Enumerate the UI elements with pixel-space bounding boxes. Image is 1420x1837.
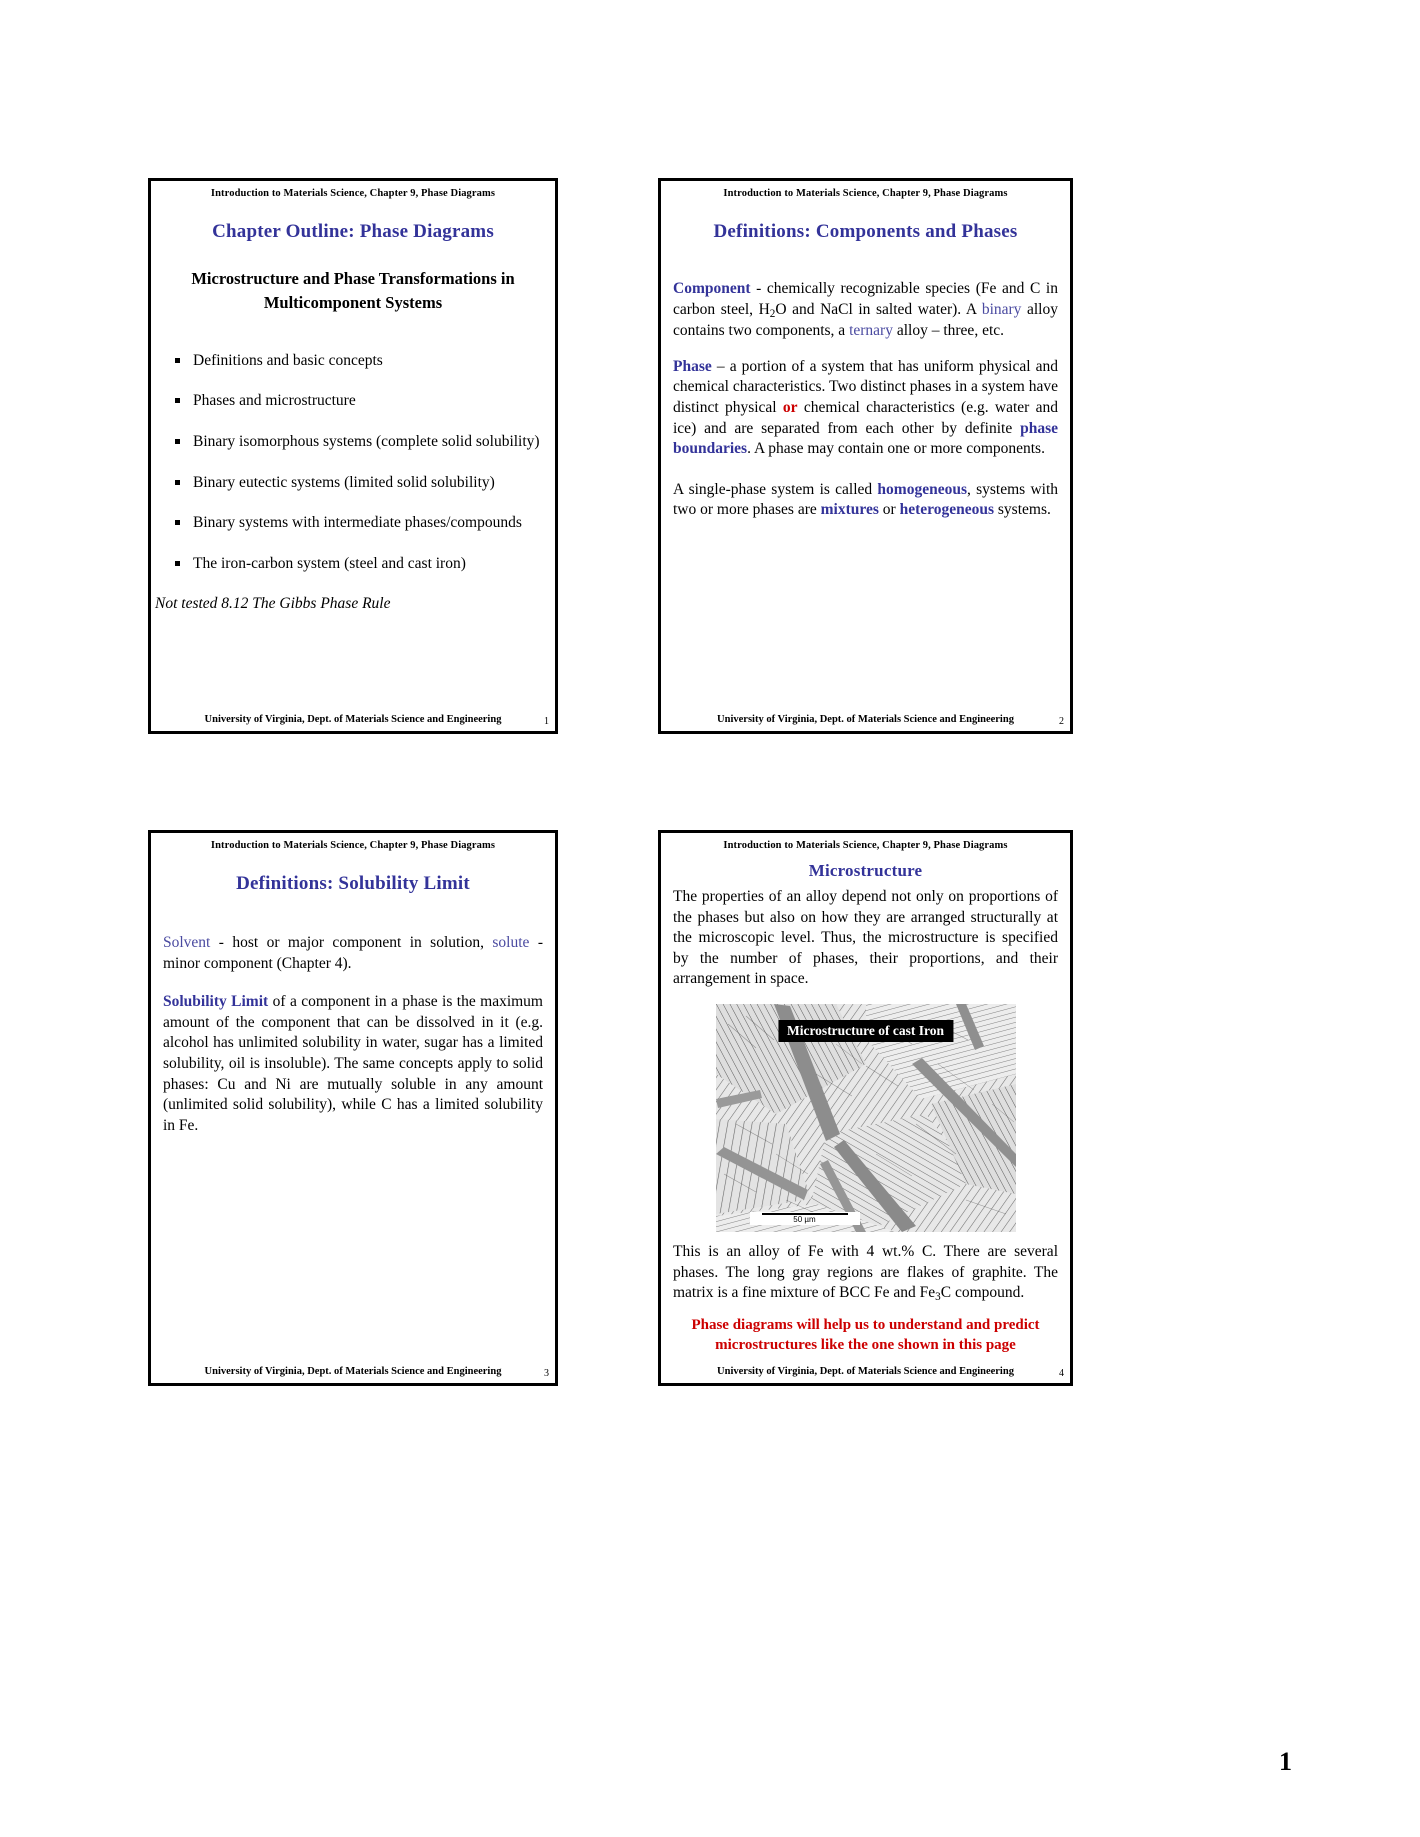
text: chemical characteristics (e.g. water and ice) and are separated from each other by definite — [673, 399, 1058, 437]
paragraph-phase — [673, 357, 1058, 460]
list-item — [173, 554, 555, 574]
slide-4 — [658, 830, 1073, 1386]
outline-bullet-list — [151, 351, 555, 574]
square-bullet-icon — [175, 520, 180, 525]
slide-number: 3 — [544, 1368, 549, 1379]
paragraph-homogeneous — [673, 480, 1058, 521]
slide-header: Introduction to Materials Science, Chapter 9, Phase Diagrams — [723, 840, 1008, 851]
subscript: 2 — [769, 307, 776, 320]
closing-statement — [673, 1315, 1058, 1356]
slide-header: Introduction to Materials Science, Chapter 9, Phase Diagrams — [210, 840, 496, 851]
slide-number: 2 — [1059, 716, 1064, 727]
paragraph-solubility-limit — [163, 992, 543, 1136]
slide-number: 4 — [1059, 1368, 1064, 1379]
keyword-solvent: Solvent — [163, 934, 211, 951]
slide-title: Definitions: Components and Phases — [713, 221, 1018, 242]
text: – a portion of a system that has uniform physical and chemical characteristics. Two distinct phases in a system have distinct physical — [673, 357, 1058, 417]
bullet-label: Binary eutectic systems (limited solid solubility) — [193, 473, 495, 491]
paragraph-alloy-description — [673, 1242, 1058, 1305]
list-item — [173, 391, 555, 411]
text: , systems with two or more phases are — [673, 480, 1058, 519]
slide-2 — [658, 178, 1073, 734]
slide-footer: University of Virginia, Dept. of Materials Science and Engineering — [717, 1366, 1014, 1377]
keyword-homogeneous: homogeneous — [877, 480, 967, 498]
scale-bar-label: 50 µm — [793, 1215, 816, 1225]
text: alloy – three, etc. — [892, 322, 1005, 340]
bullet-label: Definitions and basic concepts — [193, 351, 383, 369]
slide-title: Microstructure — [808, 861, 923, 880]
keyword-component: Component — [673, 280, 751, 297]
list-item — [173, 432, 555, 452]
square-bullet-icon — [175, 480, 180, 485]
bullet-label: The iron-carbon system (steel and cast iron) — [193, 555, 466, 573]
slide-3 — [148, 830, 558, 1386]
keyword-heterogeneous: heterogeneous — [899, 501, 995, 519]
text: - host or major component in solution, — [210, 934, 493, 951]
scale-bar — [750, 1212, 860, 1225]
text: - chemically recognizable species (Fe and C in carbon steel, H — [673, 280, 1058, 318]
slide-number: 1 — [544, 716, 549, 727]
slide-subtitle-line-2: Multicomponent Systems — [263, 292, 443, 312]
paragraph-microstructure-intro: The properties of an alloy depend not only on proportions of the phases but also on how they are arranged structurally at the microscopic level. Thus, the microstructure is specified by the number of phases, their proportions, and their arrangement in space. — [673, 888, 1058, 988]
slide-header: Introduction to Materials Science, Chapter 9, Phase Diagrams — [723, 188, 1008, 199]
bullet-label: Binary systems with intermediate phases/compounds — [193, 514, 522, 532]
list-item — [173, 473, 555, 493]
slide-footer: University of Virginia, Dept. of Materials Science and Engineering — [717, 714, 1014, 725]
keyword-or: or — [782, 399, 798, 417]
keyword-phase: Phase — [673, 357, 712, 375]
slide-header: Introduction to Materials Science, Chapter 9, Phase Diagrams — [210, 188, 496, 199]
text: . A phase may contain one or more components. — [747, 440, 1045, 458]
text: This is an alloy of Fe with 4 wt.% C. There are several phases. The long gray regions are flakes of graphite. The matrix is a fine mixture of BCC Fe and Fe — [673, 1243, 1058, 1302]
keyword-solute: solute — [492, 934, 530, 951]
not-tested-note: Not tested 8.12 The Gibbs Phase Rule — [155, 594, 391, 612]
slide-title: Chapter Outline: Phase Diagrams — [212, 221, 494, 242]
keyword-ternary: ternary — [849, 322, 893, 340]
text: A single-phase system is called — [673, 480, 878, 498]
keyword-binary: binary — [981, 300, 1022, 318]
square-bullet-icon — [175, 358, 180, 363]
text: O and NaCl in salted water). A — [775, 300, 982, 318]
slide-subtitle — [151, 267, 555, 315]
text: of a component in a phase is the maximum amount of the component that can be dissolved in it (e.g. alcohol has unlimited solubility in water, sugar has a limited solubility, oil is insoluble). The same concepts apply to solid phases: Cu and Ni are mutually soluble in any amount (unlimited solid solubility), while C has a limited solubility in Fe. — [163, 993, 543, 1134]
paragraph-component — [673, 279, 1058, 342]
square-bullet-icon — [175, 561, 180, 566]
square-bullet-icon — [175, 439, 180, 444]
keyword-mixtures: mixtures — [820, 501, 879, 519]
text: - minor component (Chapter 4). — [163, 934, 543, 972]
closing-line-1: Phase diagrams will help us to understand and predict — [691, 1316, 1040, 1333]
slide-footer: University of Virginia, Dept. of Materials Science and Engineering — [204, 714, 502, 725]
square-bullet-icon — [175, 398, 180, 403]
keyword-solubility-limit: Solubility Limit — [163, 993, 269, 1011]
list-item — [173, 351, 555, 371]
text: systems. — [994, 501, 1051, 519]
slide-title: Definitions: Solubility Limit — [236, 873, 470, 894]
closing-line-2: microstructures like the one shown in this page — [715, 1337, 1016, 1354]
slide-1 — [148, 178, 558, 734]
slide-footer: University of Virginia, Dept. of Materials Science and Engineering — [204, 1366, 502, 1377]
paragraph-solvent — [163, 933, 543, 974]
micrograph-caption: Microstructure of cast Iron — [778, 1020, 953, 1042]
bullet-label: Binary isomorphous systems (complete solid solubility) — [193, 433, 540, 451]
subscript: 3 — [935, 1291, 941, 1304]
bullet-label: Phases and microstructure — [193, 392, 356, 410]
cast-iron-micrograph — [716, 1004, 1016, 1232]
text: or — [878, 501, 900, 519]
text: alloy contains two components, a — [673, 300, 1058, 340]
list-item — [173, 513, 555, 533]
page-number: 1 — [1279, 1747, 1292, 1776]
text: C compound. — [940, 1284, 1025, 1302]
keyword-phase-boundaries: phase boundaries — [673, 419, 1058, 458]
slide-subtitle-line-1: Microstructure and Phase Transformations in — [191, 269, 515, 288]
